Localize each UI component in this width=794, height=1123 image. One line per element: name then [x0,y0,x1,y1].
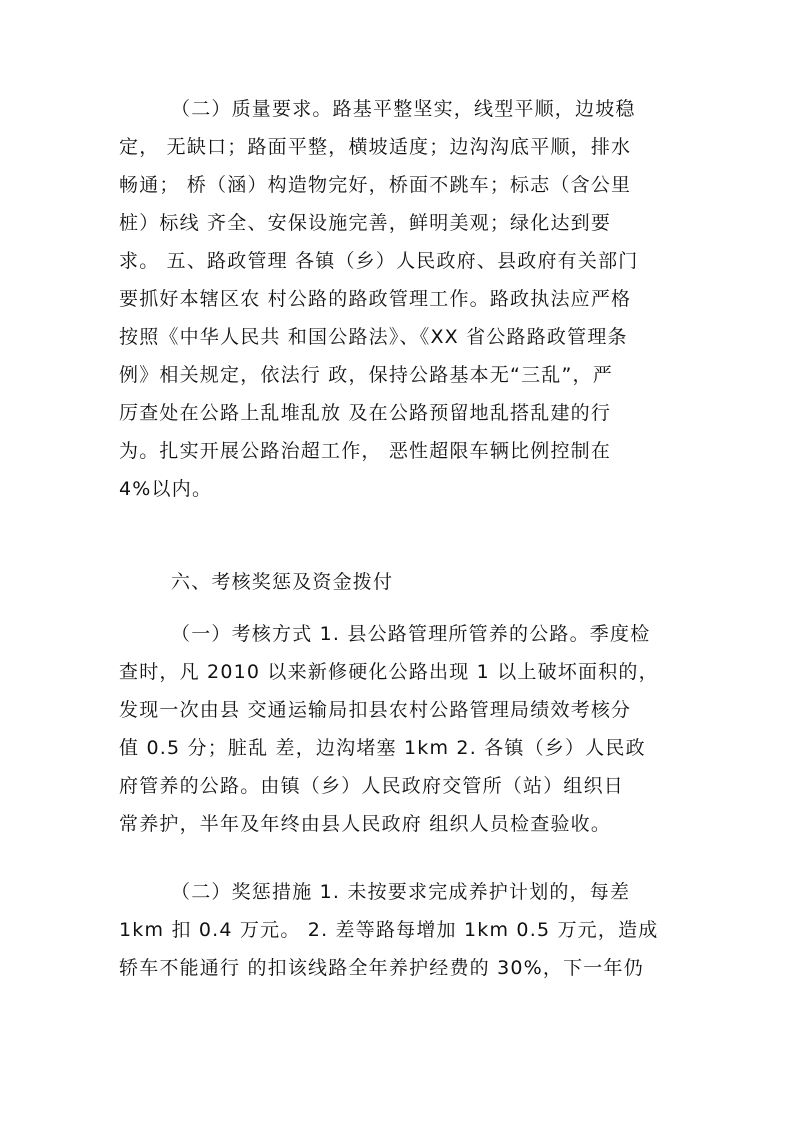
text-line: 轿车不能通行 的扣该线路全年养护经费的 30%，下一年仍 [119,957,644,979]
paragraph-quality-requirements [119,90,679,508]
paragraph-reward-measures [119,873,679,987]
section-heading: 六、考核奖惩及资金拨付 [171,571,394,593]
text-line: （二）质量要求。路基平整坚实，线型平顺，边坡稳 [171,98,636,120]
text-line: （一）考核方式 1. 县公路管理所管养的公路。季度检 [171,623,651,645]
text-line: 查时，凡 2010 以来新修硬化公路出现 1 以上破坏面积的， [119,661,659,683]
text-line: 要抓好本辖区农 村公路的路政管理工作。路政执法应严格 [119,288,632,310]
text-line: 值 0.5 分；脏乱 差，边沟堵塞 1km 2. 各镇（乡）人民政 [119,737,646,759]
text-line: 求。 五、路政管理 各镇（乡）人民政府、县政府有关部门 [119,250,639,272]
text-line: 定， 无缺口；路面平整，横坡适度；边沟沟底平顺，排水 [119,136,632,158]
text-line: 按照《中华人民共 和国公路法》、《XX 省公路路政管理条 [119,326,628,348]
text-line: 发现一次由县 交通运输局扣县农村公路管理局绩效考核分 [119,699,632,721]
text-line: 例》相关规定，依法行 政，保持公路基本无“三乱”，严 [119,364,613,386]
text-line: （二）奖惩措施 1. 未按要求完成养护计划的，每差 [171,881,631,903]
text-line: 厉查处在公路上乱堆乱放 及在公路预留地乱搭乱建的行 [119,402,612,424]
text-line: 府管养的公路。由镇（乡）人民政府交管所（站）组织日 [119,775,625,797]
text-line: 为。扎实开展公路治超工作， 恶性超限车辆比例控制在 [119,440,612,462]
text-line: 1km 扣 0.4 万元。 2. 差等路每增加 1km 0.5 万元，造成 [119,919,659,941]
text-line: 4%以内。 [119,478,213,500]
text-line: 畅通； 桥（涵）构造物完好，桥面不跳车；标志（含公里 [119,174,632,196]
paragraph-assessment-method [119,615,679,843]
text-line: 常养护，半年及年终由县人民政府 组织人员检查验收。 [119,813,612,835]
text-line: 桩）标线 齐全、安保设施完善，鲜明美观；绿化达到要 [119,212,612,234]
